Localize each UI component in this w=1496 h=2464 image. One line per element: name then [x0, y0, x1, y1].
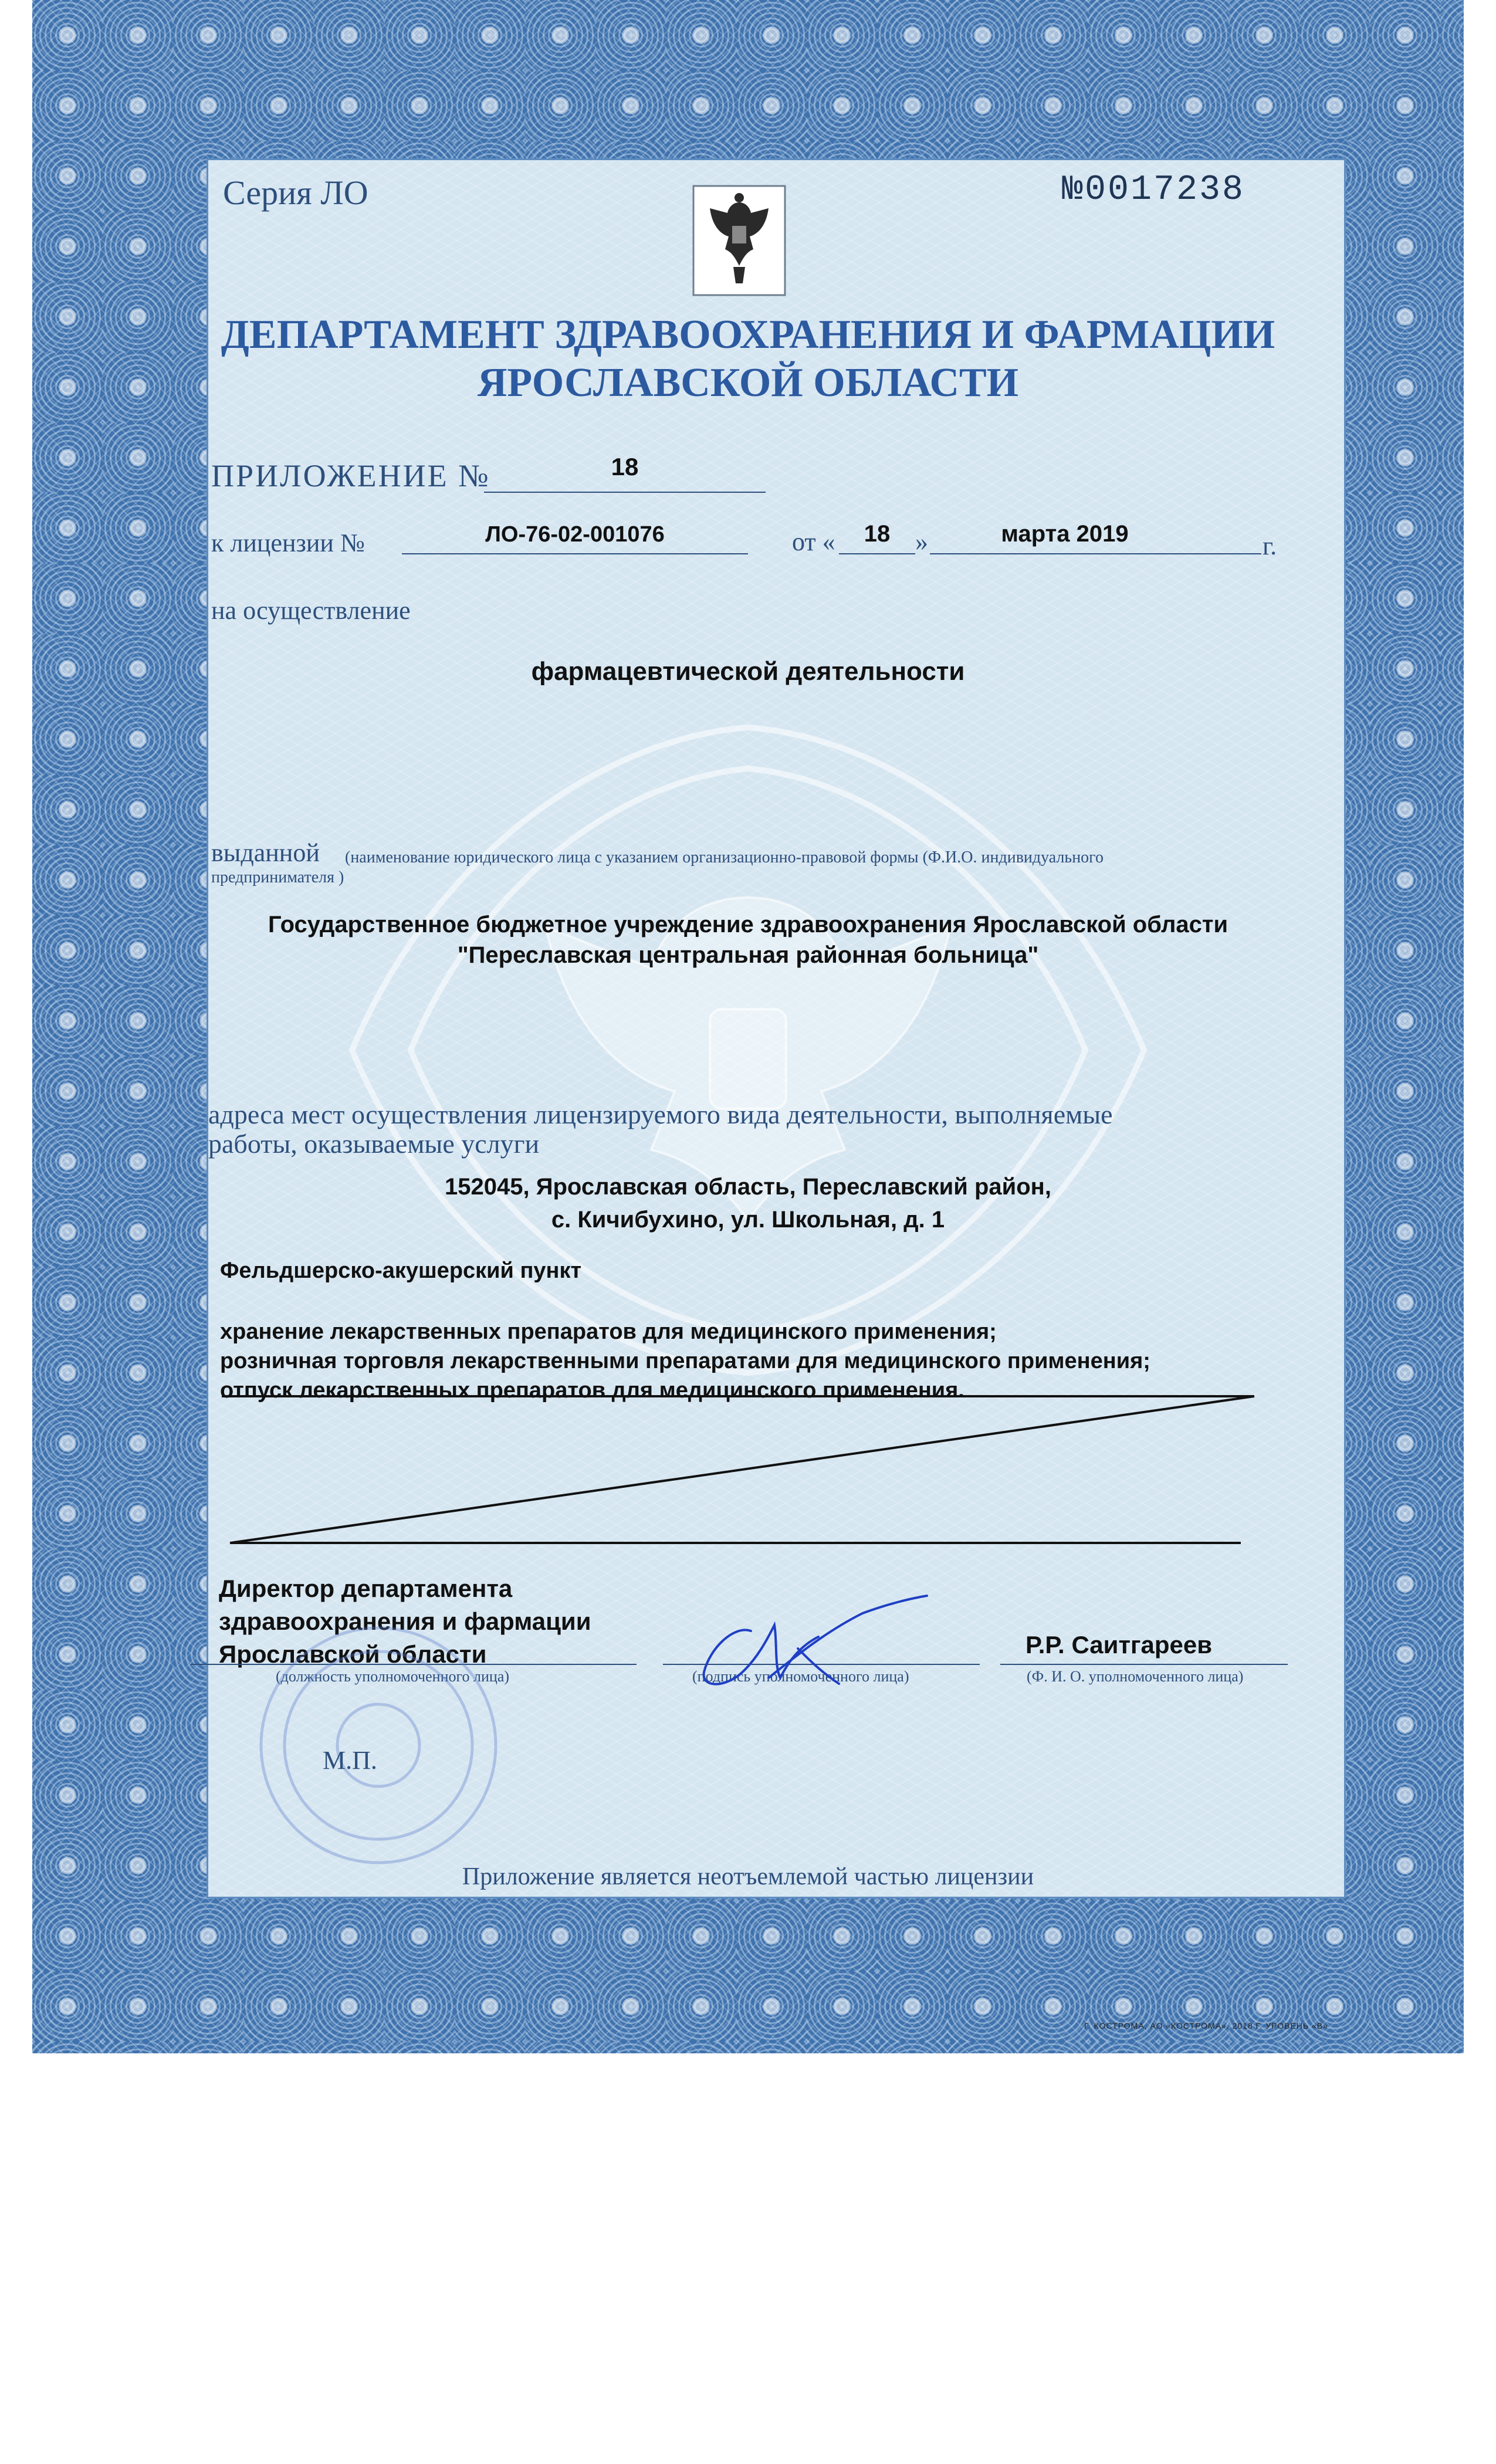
license-year-suffix: г. [1263, 532, 1277, 560]
license-day: 18 [864, 521, 891, 547]
license-label: к лицензии № [211, 529, 365, 557]
signatory-name: Р.Р. Саитгареев [1025, 1631, 1213, 1659]
purpose-label: на осуществление [211, 596, 411, 625]
organization-name-line1: Государственное бюджетное учреждение здравоохранения Ярославской области [268, 912, 1228, 937]
issued-to-label: выданной [211, 838, 320, 867]
license-number: ЛО-76-02-001076 [485, 522, 665, 547]
coat-of-arms-icon [692, 185, 786, 296]
address-line1: 152045, Ярославская область, Переславский район, [445, 1174, 1051, 1200]
service-item: розничная торговля лекарственными препаратами для медицинского применения; [220, 1349, 1150, 1373]
handwritten-signature [686, 1590, 933, 1695]
license-day-underline [839, 553, 915, 554]
address-label: адреса мест осуществления лицензируемого вида деятельности, выполняемые работы, оказываемые услуги [208, 1099, 1113, 1159]
license-month-year: марта 2019 [1001, 521, 1129, 547]
series-label: Серия ЛО [223, 174, 368, 212]
organization-name-line2: "Переславская центральная районная больница" [457, 942, 1039, 968]
appendix-number-underline [484, 492, 766, 493]
appendix-label: ПРИЛОЖЕНИЕ № [211, 458, 490, 493]
signature-hint: (подпись уполномоченного лица) [692, 1668, 909, 1685]
license-date-label: от « [792, 527, 835, 556]
watermark-emblem-icon [323, 704, 1173, 1396]
license-month-underline [930, 553, 1261, 554]
printer-imprint: Г. КОСТРОМА, АО «КОСТРОМА», 2018 Г. УРОВЕНЬ «В» [1084, 2021, 1328, 2030]
footer-note: Приложение является неотъемлемой частью лицензии [462, 1863, 1034, 1890]
organization-name [176, 909, 1320, 970]
activity-address [176, 1170, 1320, 1236]
name-underline [1000, 1664, 1288, 1665]
issued-to-hint: (наименование юридического лица с указанием организационно-правовой формы (Ф.И.О. индивидуального предпринимателя ) [211, 848, 1104, 886]
appendix-number: 18 [611, 453, 639, 480]
position-hint: (должность уполномоченного лица) [276, 1668, 510, 1685]
license-number-underline [402, 553, 748, 554]
address-line2: с. Кичибухино, ул. Школьная, д. 1 [551, 1207, 945, 1233]
document-number: №0017238 [1062, 170, 1245, 210]
seal-label: М.П. [323, 1746, 377, 1775]
position-line3: Ярославской области [219, 1640, 487, 1668]
position-line1: Директор департамента [219, 1575, 513, 1602]
issuing-authority-title: ДЕПАРТАМЕНТ ЗДРАВООХРАНЕНИЯ И ФАРМАЦИИ ЯРОСЛАВСКОЙ ОБЛАСТИ [221, 312, 1275, 405]
position-line2: здравоохранения и фармации [219, 1607, 591, 1635]
license-day-close: » [915, 527, 928, 556]
blank-space-strikeout [176, 1367, 1320, 1555]
service-item: отпуск лекарственных препаратов для медицинского применения. [220, 1378, 964, 1403]
service-item: хранение лекарственных препаратов для медицинского применения; [220, 1319, 997, 1344]
licensed-activity: фармацевтической деятельности [531, 657, 965, 686]
official-seal-icon [226, 1619, 531, 1871]
name-hint: (Ф. И. О. уполномоченного лица) [1027, 1668, 1244, 1685]
facility-name: Фельдшерско-акушерский пункт [220, 1258, 582, 1283]
